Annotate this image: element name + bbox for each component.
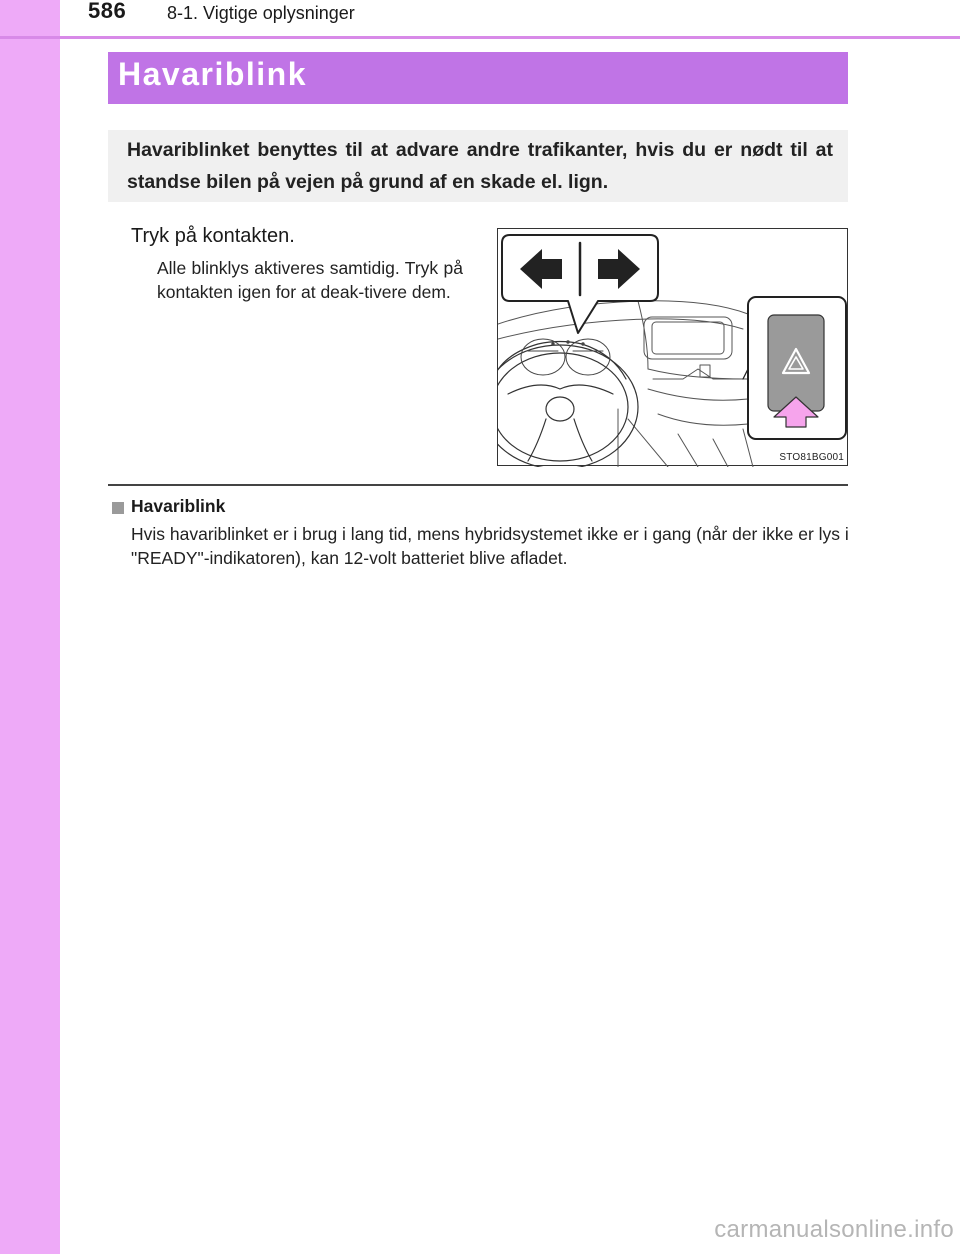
page-side-band — [0, 0, 60, 1254]
note-title: Havariblink — [131, 496, 226, 516]
watermark: carmanualsonline.info — [714, 1216, 954, 1243]
dashboard-illustration — [497, 228, 848, 466]
page-number: 586 — [88, 0, 127, 23]
note-bullet-icon — [112, 502, 124, 514]
dashboard-line-art — [498, 301, 753, 467]
step-instruction: Tryk på kontakten. — [131, 225, 295, 247]
section-heading: 8-1. Vigtige oplysninger — [167, 3, 355, 23]
header-rule — [0, 36, 960, 39]
note-body: Hvis havariblinket er i brug i lang tid, mens hybridsystemet ikke er i gang (når der ikke er lys i "READY"-indikatoren), kan 12-volt batteriet blive afladet. — [131, 524, 849, 568]
steering-wheel — [498, 342, 638, 468]
hazard-switch-callout — [748, 297, 846, 439]
intro-text: Havariblinket benyttes til at advare andre trafikanter, hvis du er nødt til at standse bilen på vejen på grund af en skade el. lign. — [127, 139, 833, 193]
figure-code: STO81BG001 — [779, 452, 844, 463]
page-title: Havariblink — [118, 56, 308, 92]
step-description: Alle blinklys aktiveres samtidig. Tryk på kontakten igen for at deak-tivere dem. — [157, 258, 463, 302]
turn-signal-callout — [502, 235, 658, 333]
section-divider — [108, 484, 848, 486]
